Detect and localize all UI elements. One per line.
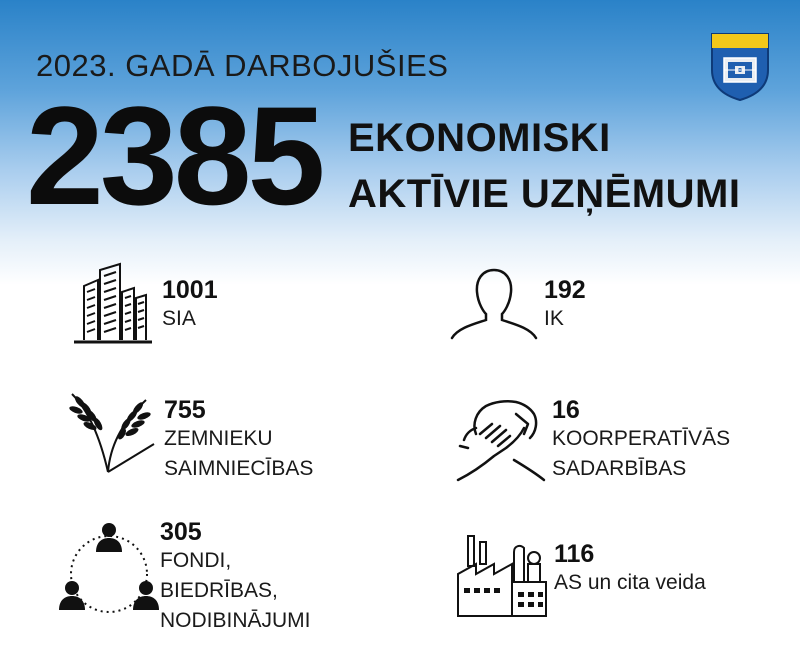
stat-label: IK	[544, 307, 564, 330]
stat-label-line: NODIBINĀJUMI	[160, 609, 311, 632]
stat-as-un-cita-veida	[554, 540, 706, 598]
stat-label: SIA	[162, 307, 196, 330]
stat-value: 305	[160, 518, 202, 546]
stat-label-line: KOORPERATĪVĀS	[552, 427, 731, 450]
wheat-icon	[64, 388, 160, 476]
stat-fondi-biedribas	[160, 518, 311, 636]
stat-value: 192	[544, 276, 586, 304]
stat-label-line: BIEDRĪBAS,	[160, 579, 278, 602]
stat-label-line: FONDI,	[160, 549, 232, 572]
stat-label: AS un cita veida	[554, 571, 706, 594]
header-subtitle: 2023. GADĀ DARBOJUŠIES	[36, 48, 449, 83]
stat-koorperativas-sadarbibas	[552, 396, 730, 484]
stat-label-line: ZEMNIEKU	[164, 427, 273, 450]
total-companies-label	[348, 110, 740, 222]
label-line-1: EKONOMISKI	[348, 116, 611, 160]
factory-icon	[454, 530, 550, 620]
stat-ik	[544, 276, 586, 334]
person-silhouette-icon	[448, 266, 540, 342]
stat-zemnieku-saimniecibas	[164, 396, 313, 484]
stat-value: 1001	[162, 276, 218, 304]
people-network-icon	[56, 518, 162, 622]
stat-value: 755	[164, 396, 206, 424]
label-line-2: AKTĪVIE UZŅĒMUMI	[348, 172, 741, 216]
stat-label-line: SAIMNIECĪBAS	[164, 457, 314, 480]
handshake-icon	[454, 394, 548, 484]
total-companies-number: 2385	[26, 77, 322, 234]
municipality-crest-icon	[708, 30, 772, 102]
buildings-icon	[70, 262, 156, 346]
stat-value: 116	[554, 540, 595, 568]
stat-label-line: SADARBĪBAS	[552, 457, 687, 480]
stat-value: 16	[552, 396, 580, 424]
stat-sia	[162, 276, 218, 334]
